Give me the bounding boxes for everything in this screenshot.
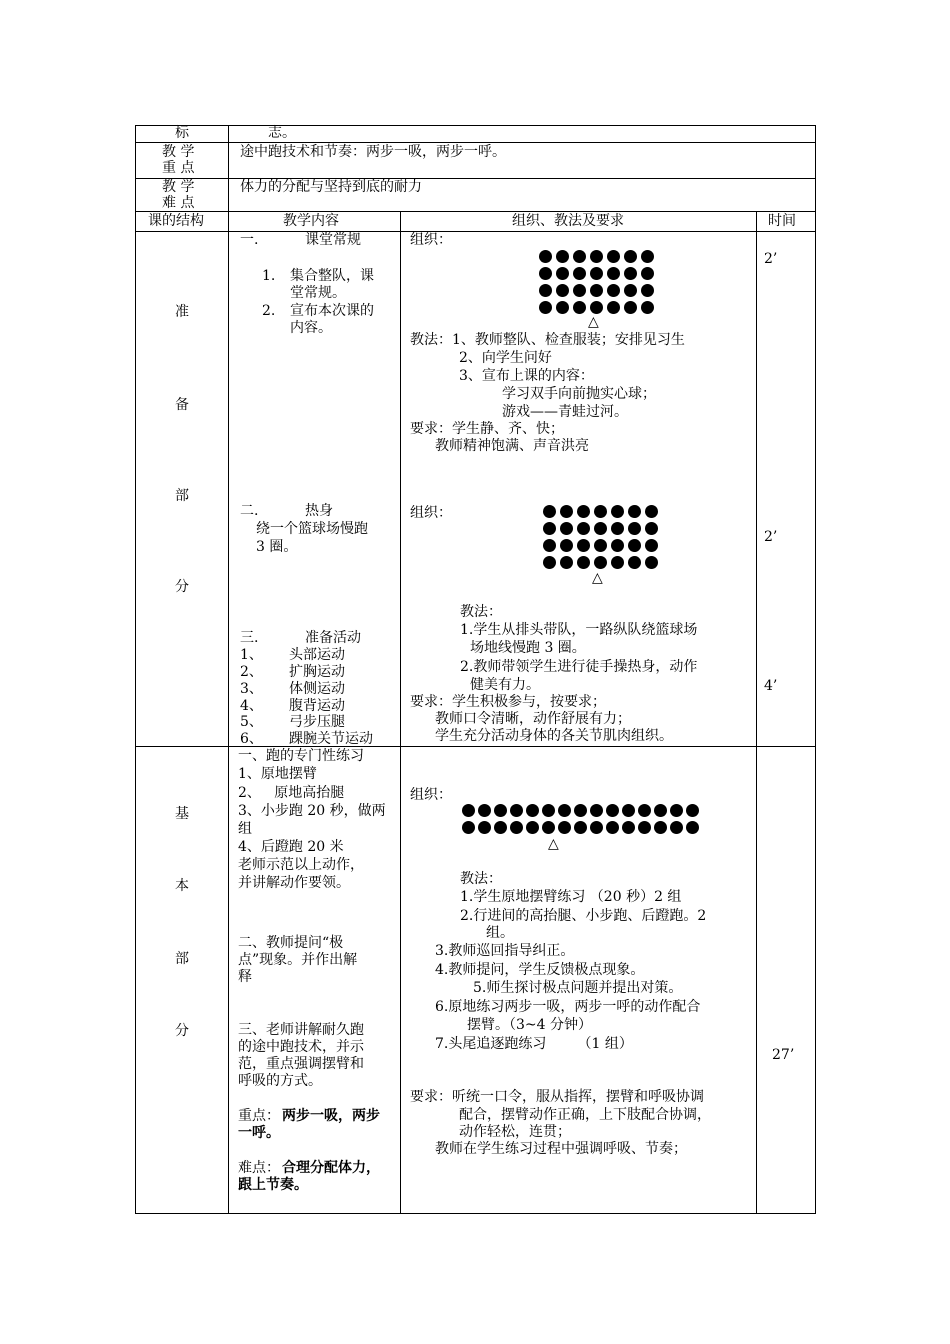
basic-student-formation — [462, 804, 699, 834]
basic-method-line-9: 7.头尾追逐跑练习 （1 组） — [435, 1036, 633, 1052]
routine-item-2-line-1: 宣布本次课的 — [290, 303, 374, 319]
activity-item-6-num: 6、 — [240, 731, 263, 747]
student-dot — [577, 522, 590, 535]
student-dot — [641, 267, 654, 280]
activity-item-3-text: 体侧运动 — [289, 681, 345, 697]
activity-method-line-3: 2.教师带领学生进行徒手操热身，动作 — [460, 659, 698, 675]
student-dot — [645, 522, 658, 535]
student-dot — [560, 556, 573, 569]
basic-method-line-5: 4.教师提问，学生反馈极点现象。 — [435, 962, 645, 978]
basic-content-line-8: 并讲解动作要领。 — [238, 875, 350, 891]
basic-method-line-6: 5.师生探讨极点问题并提出对策。 — [473, 980, 683, 996]
routine-method-line-5: 游戏——青蛙过河。 — [502, 404, 628, 420]
basic-content-line-6: 4、后蹬跑 20 米 — [238, 839, 344, 855]
warmup-teacher-symbol: △ — [592, 570, 603, 586]
prep-section-char-3: 部 — [175, 488, 189, 504]
student-dot — [556, 267, 569, 280]
student-dot — [560, 522, 573, 535]
routine-heading: 课堂常规 — [305, 232, 361, 248]
student-dot — [641, 284, 654, 297]
student-dot — [590, 821, 603, 834]
activity-method-line-4: 健美有力。 — [470, 677, 540, 693]
student-dot — [606, 821, 619, 834]
routine-item-1-num: 1. — [262, 268, 276, 284]
activity-heading: 准备活动 — [305, 630, 361, 646]
student-dot — [560, 505, 573, 518]
student-dot — [611, 522, 624, 535]
student-dot — [573, 267, 586, 280]
routine-item-2-num: 2. — [262, 303, 276, 319]
student-dot — [543, 539, 556, 552]
activity-item-2-num: 2、 — [240, 664, 263, 680]
activity-item-4-text: 腹背运动 — [289, 698, 345, 714]
basic-method-line-1: 1.学生原地摆臂练习 （20 秒）2 组 — [460, 889, 682, 905]
warmup-org-label: 组织： — [410, 505, 452, 521]
basic-time: 27’ — [772, 1047, 795, 1063]
prep-section-char-2: 备 — [175, 397, 189, 413]
activity-req-line-3: 学生充分活动身体的各关节肌肉组织。 — [435, 728, 673, 744]
warmup-line-1: 绕一个篮球场慢跑 — [256, 521, 368, 537]
row-zhongdian-label-1: 教 学 — [162, 144, 195, 160]
header-time: 时间 — [768, 213, 796, 229]
basic-section-char-4: 分 — [175, 1023, 189, 1039]
header-organization: 组织、教法及要求 — [512, 213, 624, 229]
student-dot — [543, 505, 556, 518]
basic-req-line-3: 动作轻松，连贯； — [459, 1124, 571, 1140]
student-dot — [624, 267, 637, 280]
student-dot — [607, 284, 620, 297]
row-biao-label: 标 — [175, 125, 189, 141]
basic-content-line-4: 3、小步跑 20 秒，做两 — [238, 803, 386, 819]
student-dot — [606, 804, 619, 817]
basic-question-line-1: 二、教师提问“极 — [238, 935, 344, 951]
routine-student-formation — [539, 250, 654, 314]
activity-item-4-num: 4、 — [240, 698, 263, 714]
student-dot — [539, 301, 552, 314]
student-dot — [611, 539, 624, 552]
student-dot — [628, 539, 641, 552]
student-dot — [638, 804, 651, 817]
routine-method-line-2: 2、向学生问好 — [459, 350, 552, 366]
student-dot — [526, 804, 539, 817]
student-dot — [494, 804, 507, 817]
student-dot — [670, 821, 683, 834]
student-dot — [494, 821, 507, 834]
student-dot — [539, 250, 552, 263]
student-dot — [622, 821, 635, 834]
student-dot — [645, 556, 658, 569]
basic-content-line-2: 1、原地摆臂 — [238, 766, 317, 782]
student-dot — [594, 505, 607, 518]
activity-item-1-text: 头部运动 — [289, 647, 345, 663]
activity-item-3-num: 3、 — [240, 681, 263, 697]
student-dot — [574, 804, 587, 817]
student-dot — [622, 804, 635, 817]
student-dot — [558, 821, 571, 834]
student-dot — [654, 804, 667, 817]
activity-item-1-num: 1、 — [240, 647, 263, 663]
basic-question-line-2: 点”现象。并作出解 — [238, 952, 358, 968]
student-dot — [628, 505, 641, 518]
warmup-heading-num: 二. — [240, 503, 259, 519]
basic-method-line-2: 2.行进间的高抬腿、小步跑、后蹬跑。2 — [460, 908, 707, 924]
basic-content-line-1: 一、跑的专门性练习 — [238, 748, 364, 764]
row-nandian-label-1: 教 学 — [162, 179, 195, 195]
basic-question-line-3: 释 — [238, 969, 252, 985]
routine-method-line-4: 学习双手向前抛实心球； — [502, 386, 656, 402]
activity-item-6-text: 踝腕关节运动 — [289, 731, 373, 747]
routine-item-2-line-2: 内容。 — [290, 320, 332, 336]
student-dot — [558, 804, 571, 817]
student-dot — [543, 522, 556, 535]
basic-content-line-5: 组 — [238, 821, 252, 837]
student-dot — [645, 539, 658, 552]
basic-req-line-1: 要求：听统一口令，服从指挥，摆臂和呼吸协调 — [410, 1089, 704, 1105]
student-dot — [590, 284, 603, 297]
activity-item-2-text: 扩胸运动 — [289, 664, 345, 680]
activity-heading-num: 三. — [240, 630, 259, 646]
basic-req-line-2: 配合，摆臂动作正确，上下肢配合协调， — [459, 1107, 711, 1123]
basic-method-line-4: 3.教师巡回指导纠正。 — [435, 943, 575, 959]
row-zhongdian-content: 途中跑技术和节奏：两步一吸，两步一呼。 — [240, 144, 506, 160]
student-dot — [624, 284, 637, 297]
student-dot — [462, 821, 475, 834]
student-dot — [594, 522, 607, 535]
key-point-line-1: 两步一吸，两步 — [282, 1108, 380, 1124]
activity-method-title: 教法： — [460, 604, 502, 620]
difficulty-line-2: 跟上节奏。 — [238, 1177, 308, 1193]
student-dot — [577, 539, 590, 552]
warmup-time: 2’ — [764, 529, 778, 545]
student-dot — [478, 821, 491, 834]
activity-method-line-2: 场地线慢跑 3 圈。 — [470, 640, 586, 656]
routine-org-label: 组织： — [410, 232, 452, 248]
student-dot — [607, 301, 620, 314]
student-dot — [628, 556, 641, 569]
student-dot — [611, 505, 624, 518]
activity-item-5-num: 5、 — [240, 714, 263, 730]
student-dot — [641, 301, 654, 314]
student-dot — [574, 821, 587, 834]
basic-content-line-7: 老师示范以上动作， — [238, 857, 364, 873]
routine-heading-num: 一. — [240, 232, 259, 248]
student-dot — [539, 284, 552, 297]
student-dot — [594, 539, 607, 552]
routine-req-line-1: 要求：学生静、齐、快； — [410, 421, 564, 437]
key-point-line-2: 一呼。 — [238, 1125, 280, 1141]
basic-section-char-1: 基 — [175, 806, 189, 822]
student-dot — [573, 301, 586, 314]
activity-time: 4’ — [764, 678, 778, 694]
student-dot — [590, 804, 603, 817]
basic-section-char-2: 本 — [175, 878, 189, 894]
student-dot — [573, 250, 586, 263]
student-dot — [590, 301, 603, 314]
student-dot — [645, 505, 658, 518]
student-dot — [654, 821, 667, 834]
basic-content-line-3: 2、 原地高抬腿 — [238, 785, 345, 801]
row-nandian-content: 体力的分配与坚持到底的耐力 — [240, 179, 422, 195]
student-dot — [510, 821, 523, 834]
student-dot — [624, 301, 637, 314]
routine-time: 2’ — [764, 251, 778, 267]
student-dot — [607, 267, 620, 280]
student-dot — [590, 267, 603, 280]
difficulty-line-1: 合理分配体力， — [282, 1160, 380, 1176]
activity-method-line-1: 1.学生从排头带队，一路纵队绕篮球场 — [460, 622, 698, 638]
basic-explain-line-4: 呼吸的方式。 — [238, 1073, 322, 1089]
key-point-label: 重点： — [238, 1108, 280, 1124]
student-dot — [641, 250, 654, 263]
student-dot — [624, 250, 637, 263]
warmup-line-2: 3 圈。 — [256, 539, 298, 555]
row-zhongdian-label-2: 重 点 — [162, 160, 195, 176]
student-dot — [594, 556, 607, 569]
warmup-student-formation — [543, 505, 658, 569]
basic-section-char-3: 部 — [175, 951, 189, 967]
routine-item-1-line-2: 堂常规。 — [290, 285, 346, 301]
routine-method-line-3: 3、宣布上课的内容： — [459, 368, 594, 384]
prep-section-char-4: 分 — [175, 579, 189, 595]
student-dot — [628, 522, 641, 535]
row-biao-content: 志。 — [268, 125, 296, 141]
student-dot — [510, 804, 523, 817]
basic-explain-line-3: 范，重点强调摆臂和 — [238, 1056, 364, 1072]
student-dot — [539, 267, 552, 280]
student-dot — [573, 284, 586, 297]
student-dot — [686, 804, 699, 817]
student-dot — [543, 556, 556, 569]
activity-item-5-text: 弓步压腿 — [289, 714, 345, 730]
routine-method-line-1: 教法：1、教师整队、检查服装；安排见习生 — [410, 332, 685, 348]
routine-teacher-symbol: △ — [588, 314, 599, 330]
student-dot — [577, 505, 590, 518]
basic-org-label: 组织： — [410, 787, 452, 803]
student-dot — [638, 821, 651, 834]
student-dot — [607, 250, 620, 263]
header-structure: 课的结构 — [148, 213, 204, 229]
student-dot — [560, 539, 573, 552]
student-dot — [611, 556, 624, 569]
student-dot — [556, 250, 569, 263]
header-content: 教学内容 — [283, 213, 339, 229]
activity-req-line-2: 教师口令清晰，动作舒展有力； — [435, 711, 631, 727]
student-dot — [590, 250, 603, 263]
warmup-heading: 热身 — [305, 503, 333, 519]
student-dot — [542, 821, 555, 834]
basic-method-line-8: 摆臂。（3~4 分钟） — [467, 1017, 592, 1033]
student-dot — [556, 301, 569, 314]
basic-method-line-7: 6.原地练习两步一吸，两步一呼的动作配合 — [435, 999, 701, 1015]
student-dot — [526, 821, 539, 834]
routine-item-1-line-1: 集合整队，课 — [290, 268, 374, 284]
routine-req-line-2: 教师精神饱满、声音洪亮 — [435, 438, 589, 454]
basic-explain-line-1: 三、老师讲解耐久跑 — [238, 1022, 364, 1038]
student-dot — [556, 284, 569, 297]
basic-teacher-symbol: △ — [548, 836, 559, 852]
basic-method-line-3: 组。 — [486, 925, 514, 941]
basic-method-title: 教法： — [460, 871, 502, 887]
student-dot — [462, 804, 475, 817]
activity-req-line-1: 要求：学生积极参与，按要求； — [410, 694, 606, 710]
row-nandian-label-2: 难 点 — [162, 195, 195, 211]
prep-section-char-1: 准 — [175, 304, 189, 320]
student-dot — [478, 804, 491, 817]
student-dot — [686, 821, 699, 834]
difficulty-label: 难点： — [238, 1160, 280, 1176]
student-dot — [542, 804, 555, 817]
student-dot — [577, 556, 590, 569]
student-dot — [670, 804, 683, 817]
basic-req-line-4: 教师在学生练习过程中强调呼吸、节奏； — [435, 1141, 687, 1157]
basic-explain-line-2: 的途中跑技术，并示 — [238, 1039, 364, 1055]
